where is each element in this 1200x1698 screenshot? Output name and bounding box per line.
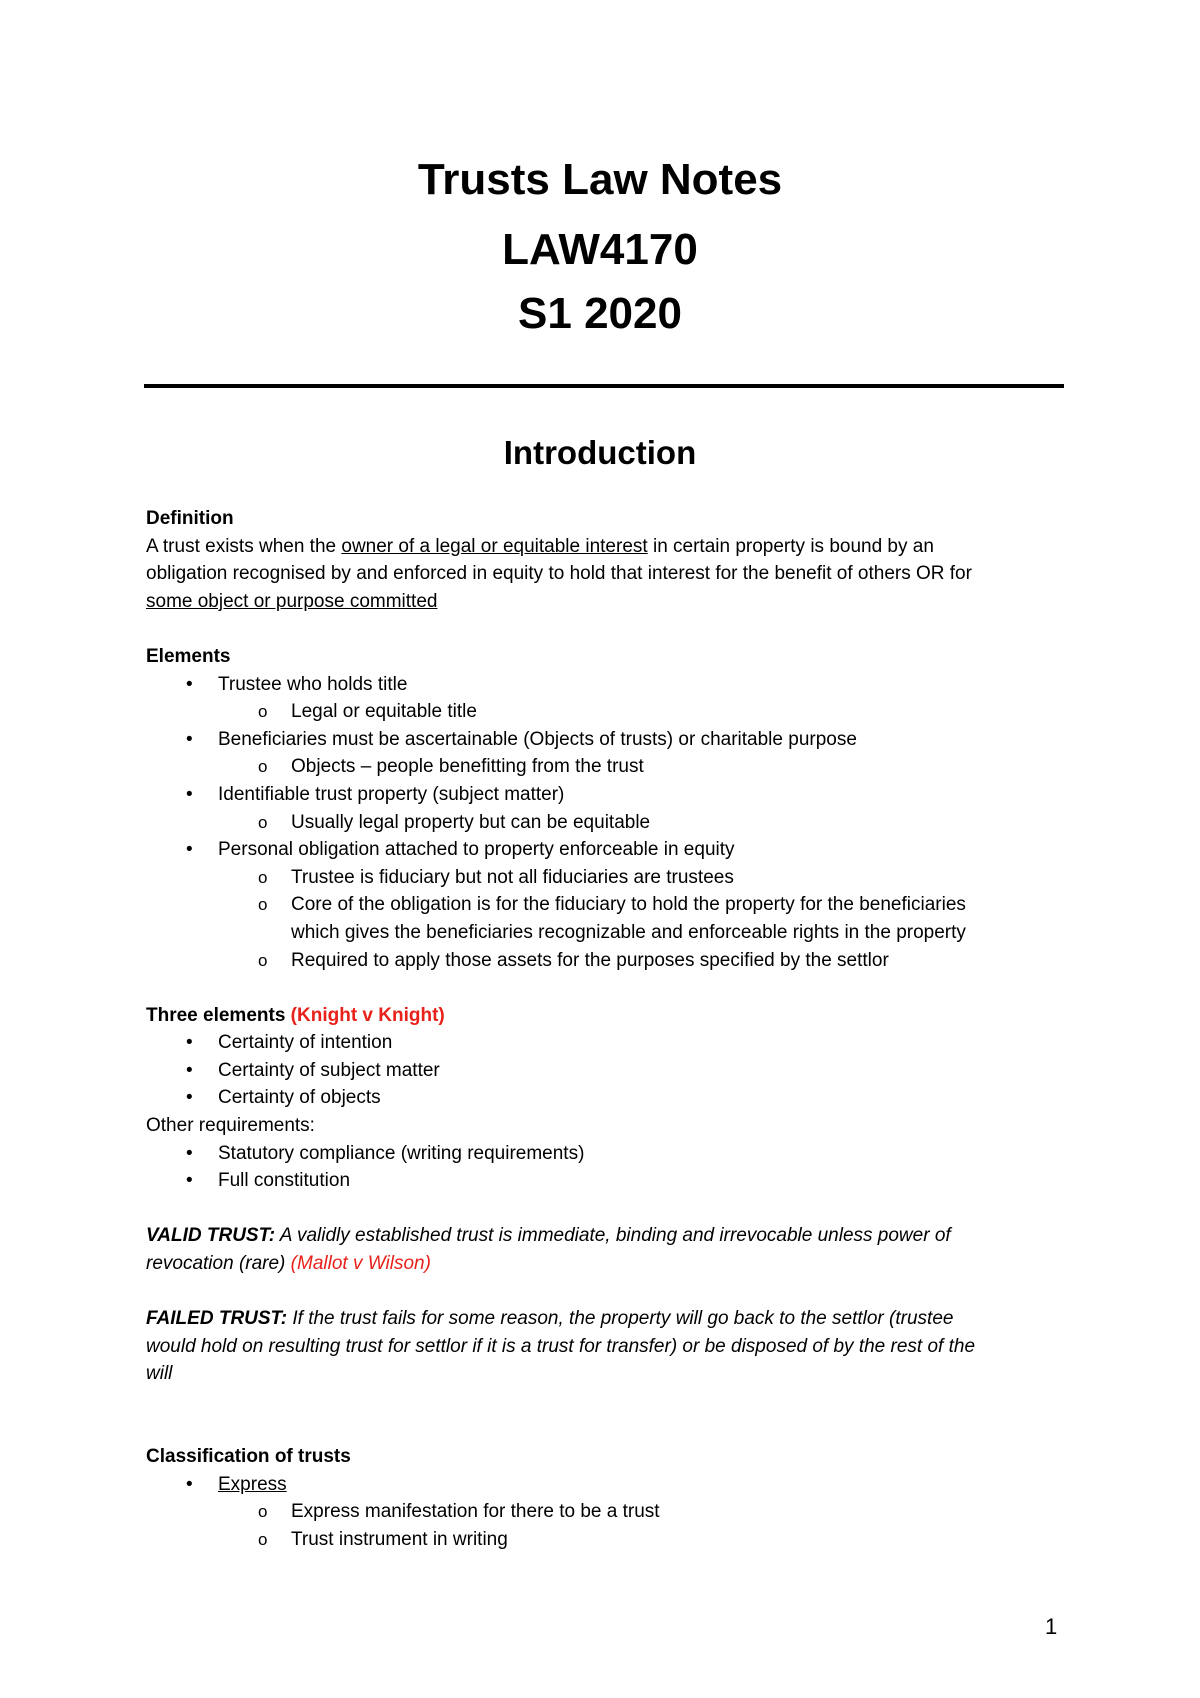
bullet-icon: • xyxy=(186,783,193,805)
sub-list-item xyxy=(146,1498,1066,1526)
circle-bullet-icon: o xyxy=(258,757,268,777)
list-item-text: Certainty of objects xyxy=(218,1087,381,1109)
other-requirements-heading: Other requirements: xyxy=(146,1115,315,1137)
list-item xyxy=(146,836,1066,864)
sub-item-text: Trustee is fiduciary but not all fiduciaries are trustees xyxy=(291,866,734,888)
bullet-icon: • xyxy=(186,839,193,861)
sub-list-item-continuation: which gives the beneficiaries recognizable and enforceable rights in the property xyxy=(291,921,966,943)
sub-item-text: Core of the obligation is for the fiduciary to hold the property for the beneficiaries xyxy=(291,894,966,916)
document-body xyxy=(146,505,1066,1554)
spacer xyxy=(146,1195,1066,1223)
list-item-text: Identifiable trust property (subject matter) xyxy=(218,783,565,805)
list-item xyxy=(146,726,1066,754)
valid-trust-line-2 xyxy=(146,1250,1066,1278)
valid-trust-text: revocation (rare) xyxy=(146,1253,291,1275)
list-item-text: Statutory compliance (writing requirements) xyxy=(218,1142,585,1164)
bullet-icon: • xyxy=(186,673,193,695)
heading-text: Three elements xyxy=(146,1004,291,1026)
bullet-icon: • xyxy=(186,1170,193,1192)
bullet-icon: • xyxy=(186,1059,193,1081)
list-item-text: Certainty of subject matter xyxy=(218,1059,440,1081)
circle-bullet-icon: o xyxy=(258,1502,268,1522)
failed-trust-line-1 xyxy=(146,1305,1066,1333)
definition-text: A trust exists when the xyxy=(146,535,342,557)
failed-trust-line-3: will xyxy=(146,1363,173,1385)
sub-item-text: Express manifestation for there to be a trust xyxy=(291,1501,660,1523)
circle-bullet-icon: o xyxy=(258,950,268,970)
circle-bullet-icon: o xyxy=(258,867,268,887)
list-item xyxy=(146,1084,1066,1112)
definition-underlined: some object or purpose committed xyxy=(146,590,438,612)
sub-list-item xyxy=(146,864,1066,892)
sub-list-item xyxy=(146,947,1066,975)
definition-line-1 xyxy=(146,533,1066,561)
circle-bullet-icon: o xyxy=(258,812,268,832)
bullet-icon: • xyxy=(186,1473,193,1495)
sub-item-text: Usually legal property but can be equitable xyxy=(291,811,651,833)
case-citation: (Knight v Knight) xyxy=(290,1004,445,1026)
list-item xyxy=(146,1471,1066,1499)
sub-item-text: Required to apply those assets for the purposes specified by the settlor xyxy=(291,949,889,971)
list-item-text: Beneficiaries must be ascertainable (Objects of trusts) or charitable purpose xyxy=(218,728,857,750)
definition-line-3 xyxy=(146,588,1066,616)
bullet-icon: • xyxy=(186,1142,193,1164)
sub-list-item xyxy=(146,698,1066,726)
three-elements-heading xyxy=(146,1002,1066,1030)
list-item xyxy=(146,671,1066,699)
spacer xyxy=(146,1388,1066,1443)
failed-trust-line-2: would hold on resulting trust for settlor if it is a trust for transfer) or be disposed of by the rest of the xyxy=(146,1335,976,1357)
list-item xyxy=(146,1057,1066,1085)
bullet-icon: • xyxy=(186,728,193,750)
failed-trust-label: FAILED TRUST: xyxy=(146,1308,288,1330)
list-item-text: Certainty of intention xyxy=(218,1032,393,1054)
definition-text: in certain property is bound by an xyxy=(647,535,934,557)
section-heading-introduction: Introduction xyxy=(503,434,697,471)
sub-list-item xyxy=(146,753,1066,781)
definition-line-2: obligation recognised by and enforced in equity to hold that interest for the benefit of others OR for xyxy=(146,563,972,585)
sub-list-item xyxy=(146,1526,1066,1554)
valid-trust-label: VALID TRUST: xyxy=(146,1225,276,1247)
list-item xyxy=(146,781,1066,809)
definition-underlined: owner of a legal or equitable interest xyxy=(341,535,648,557)
page-number: 1 xyxy=(1045,1614,1058,1639)
horizontal-rule xyxy=(144,384,1064,388)
doc-course-code: LAW4170 xyxy=(502,225,698,274)
valid-trust-line-1 xyxy=(146,1222,1066,1250)
list-item-text: Personal obligation attached to property enforceable in equity xyxy=(218,839,735,861)
circle-bullet-icon: o xyxy=(258,895,268,915)
bullet-icon: • xyxy=(186,1032,193,1054)
definition-heading: Definition xyxy=(146,508,234,529)
sub-item-text: Legal or equitable title xyxy=(291,701,477,723)
classification-heading: Classification of trusts xyxy=(146,1446,351,1468)
list-item xyxy=(146,1029,1066,1057)
sub-list-item xyxy=(146,891,1066,919)
sub-list-item xyxy=(146,809,1066,837)
sub-item-text: Objects – people benefitting from the trust xyxy=(291,756,644,778)
list-item-text: Express xyxy=(218,1473,287,1495)
spacer xyxy=(146,615,1066,643)
list-item xyxy=(146,1140,1066,1168)
case-citation: (Mallot v Wilson) xyxy=(290,1253,431,1275)
list-item-text: Full constitution xyxy=(218,1170,351,1192)
elements-heading: Elements xyxy=(146,645,231,667)
bullet-icon: • xyxy=(186,1087,193,1109)
sub-item-text: Trust instrument in writing xyxy=(291,1528,508,1550)
circle-bullet-icon: o xyxy=(258,702,268,722)
list-item xyxy=(146,1167,1066,1195)
doc-semester: S1 2020 xyxy=(518,289,682,338)
failed-trust-text: If the trust fails for some reason, the property will go back to the settlor (trustee xyxy=(287,1308,954,1330)
valid-trust-text: A validly established trust is immediate, binding and irrevocable unless power of xyxy=(275,1225,951,1247)
list-item-text: Trustee who holds title xyxy=(218,673,408,695)
spacer xyxy=(146,1278,1066,1306)
doc-title: Trusts Law Notes xyxy=(417,155,783,204)
spacer xyxy=(146,974,1066,1002)
circle-bullet-icon: o xyxy=(258,1529,268,1549)
